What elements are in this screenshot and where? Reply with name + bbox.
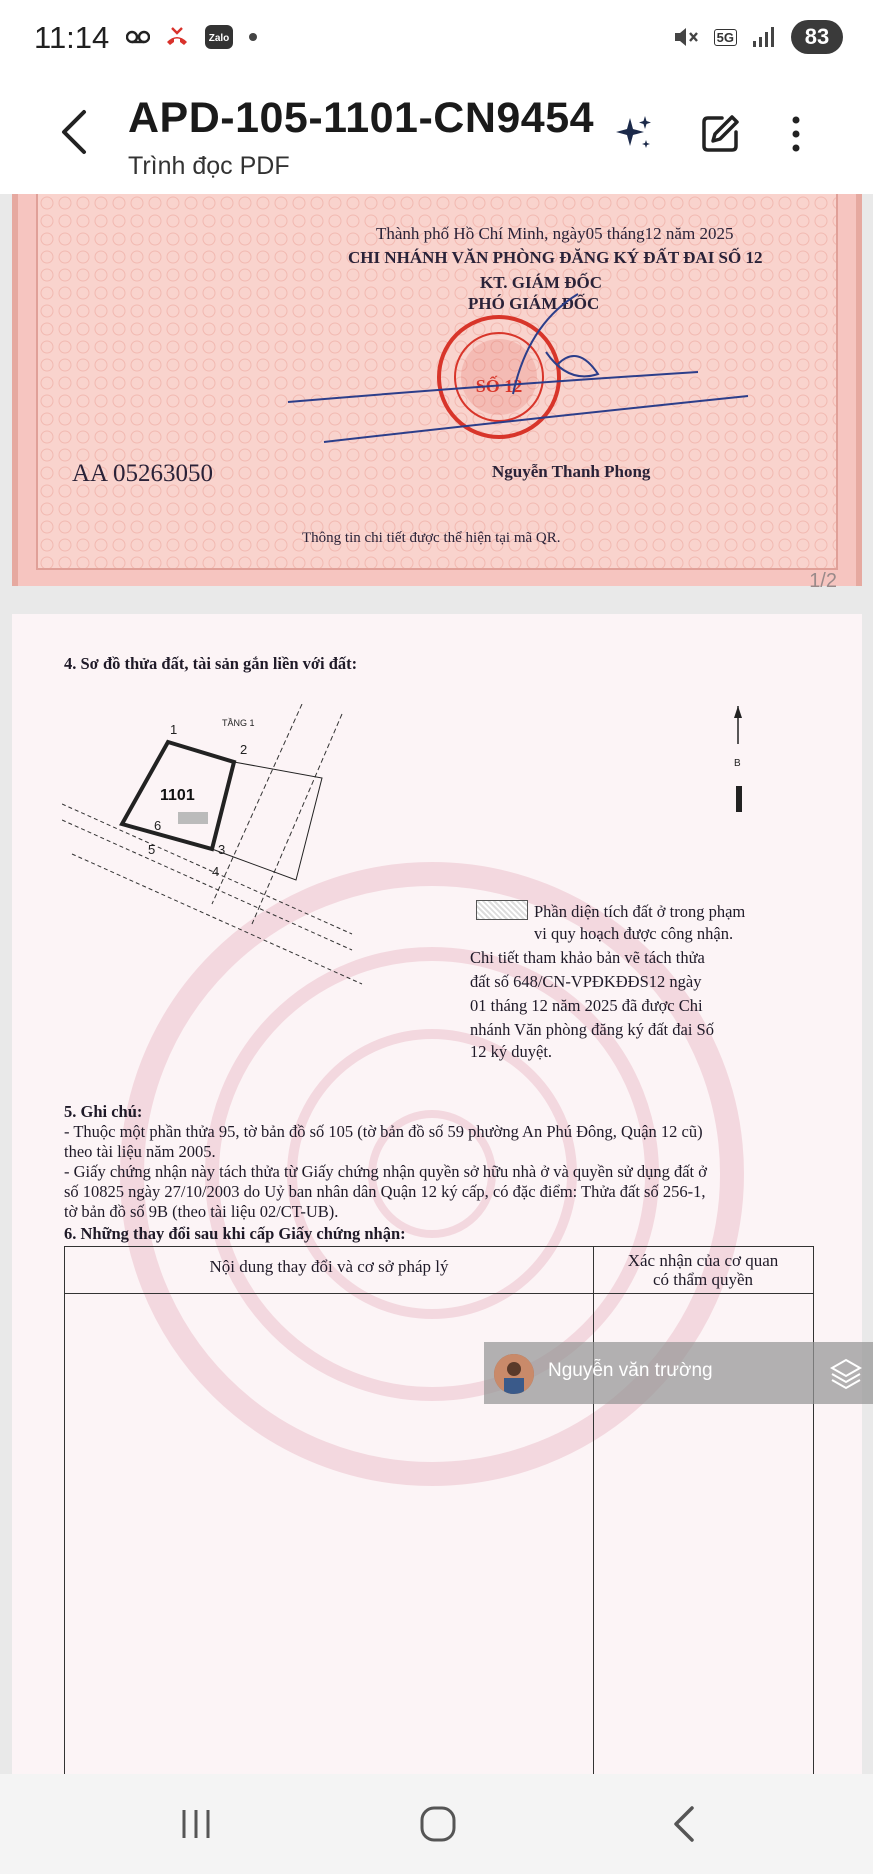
status-right [672,20,843,54]
back-arrow-icon[interactable] [54,106,94,158]
dot-icon [248,32,258,42]
voicemail-icon [126,29,150,45]
plot-number: 1101 [160,787,195,804]
pdf-page-2 [12,614,862,1774]
changes-table [64,1246,814,1774]
mute-icon [672,24,700,50]
table-header-content: Nội dung thay đổi và cơ sở pháp lý [209,1257,449,1276]
deputy-director-title: PHÓ GIÁM ĐỐC [468,294,600,313]
table-header-confirmation-line-1: Xác nhận của cơ quan [627,1251,779,1270]
detail-line-4: nhánh Văn phòng đăng ký đất đai Số [470,1020,714,1039]
north-label: B [734,758,741,769]
floor-label: TẦNG 1 [222,718,255,728]
pdf-viewer[interactable] [0,194,873,1774]
land-plot-diagram [62,704,422,1004]
status-time: 11:14 [34,20,110,55]
legend-line-2: vi quy hoạch được công nhận. [534,924,734,943]
table-header-divider [65,1293,813,1294]
detail-line-2: đất số 648/CN-VPĐKĐĐS12 ngày [470,972,702,991]
detail-line-1: Chi tiết tham khảo bản vẽ tách thửa [470,948,705,967]
authority-line: KT. GIÁM ĐỐC [480,273,602,292]
note-line-1: - Thuộc một phần thửa 95, tờ bản đồ số 105 (tờ bản đồ số 59 phường An Phú Đông, Quận 12 cũ) [64,1122,703,1141]
avatar [494,1354,534,1394]
issuing-office: CHI NHÁNH VĂN PHÒNG ĐĂNG KÝ ĐẤT ĐAI SỐ 12 [348,248,763,267]
signal-icon [751,25,777,49]
floating-user-chip[interactable] [484,1342,873,1404]
section-6-heading: 6. Những thay đổi sau khi cấp Giấy chứng nhận: [64,1224,406,1243]
pdf-page-1 [12,194,862,586]
legend-line-1: Phần diện tích đất ở trong phạm [534,902,746,921]
battery-indicator: 83 [791,20,843,54]
page-indicator: 1/2 [809,570,837,592]
table-header-confirmation-line-2: có thẩm quyền [652,1270,754,1289]
table-header-confirmation [593,1251,813,1289]
app-bar [0,76,873,194]
table-column-divider [593,1247,594,1774]
nav-back-icon[interactable] [664,1804,704,1844]
point-5-label: 5 [148,842,156,857]
notification-icons [126,24,258,50]
signer-name: Nguyễn Thanh Phong [492,462,651,481]
signature-mark [278,284,758,444]
detail-line-5: 12 ký duyệt. [470,1042,553,1061]
system-navigation-bar [0,1774,873,1874]
document-title: APD-105-1101-CN9454 [128,94,595,142]
edit-icon[interactable] [698,112,742,156]
certificate-serial: AA 05263050 [72,460,213,487]
network-type: 5G [714,29,737,46]
section-4-heading: 4. Sơ đồ thửa đất, tài sản gắn liền với đất: [64,654,358,673]
svg-text:Zalo: Zalo [208,33,230,44]
qr-note: Thông tin chi tiết được thể hiện tại mã QR. [302,530,561,546]
point-1-label: 1 [170,722,178,737]
note-line-5: tờ bản đồ số 9B (theo tài liệu 02/CT-UB). [64,1202,339,1221]
detail-line-3: 01 tháng 12 năm 2025 đã được Chi [470,996,703,1015]
north-arrow-icon [726,704,756,814]
seal-label: SỐ 12 [475,376,523,396]
point-3-label: 3 [218,842,226,857]
point-4-label: 4 [212,864,220,879]
zalo-icon [204,24,234,50]
ai-sparkle-icon[interactable] [612,112,656,156]
note-line-2: theo tài liệu năm 2005. [64,1142,216,1161]
note-line-3: - Giấy chứng nhận này tách thửa từ Giấy chứng nhận quyền sở hữu nhà ở và quyền sử dụng đất ở [64,1162,707,1181]
more-options-icon[interactable] [776,112,816,156]
point-6-label: 6 [154,818,162,833]
recent-apps-icon[interactable] [176,1804,216,1844]
home-icon[interactable] [418,1804,458,1844]
note-line-4: số 10825 ngày 27/10/2003 do Uỷ ban nhân dân Quận 12 ký cấp, có đặc điểm: Thửa đất số 256-1, [64,1182,706,1201]
chip-user-name: Nguyễn văn trường [548,1360,713,1381]
missed-call-icon [164,26,190,48]
app-subtitle: Trình đọc PDF [128,152,290,180]
point-2-label: 2 [240,742,248,757]
legend-swatch [476,900,528,920]
issue-date: Thành phố Hồ Chí Minh, ngày05 tháng12 năm 2025 [376,224,734,243]
layers-icon[interactable] [829,1356,863,1390]
status-bar [0,0,873,76]
section-5-heading: 5. Ghi chú: [64,1102,143,1121]
